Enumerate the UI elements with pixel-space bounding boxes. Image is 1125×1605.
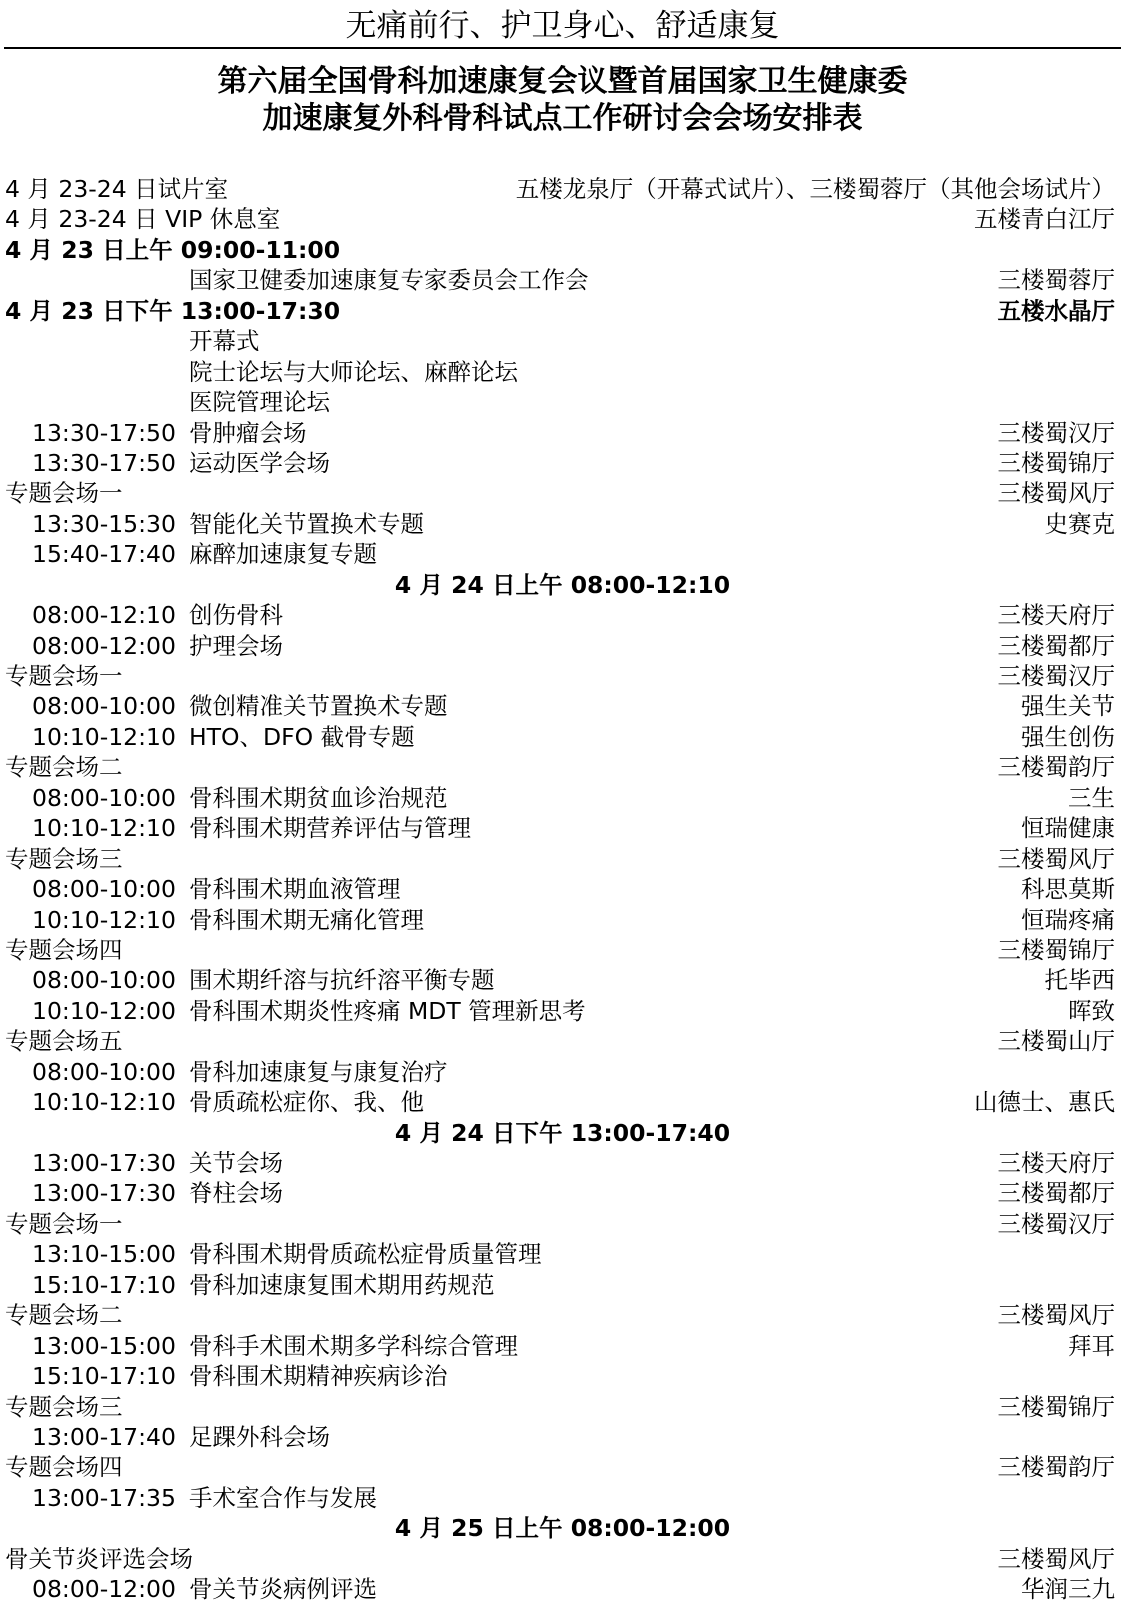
session-topic: 围术期纤溶与抗纤溶平衡专题 [189,966,495,995]
location: 三楼蜀锦厅 [997,1392,1115,1421]
session-row [0,418,1125,448]
time-block-label: 4 月 23 日下午 13:00-17:30 [5,296,341,325]
venue-name: 骨关节炎评选会场 [5,1544,193,1573]
session-time: 13:30-17:50 [32,448,176,477]
session-location-or-sponsor: 晖致 [1068,996,1115,1025]
day-header: 4 月 25 日上午 08:00-12:00 [394,1514,731,1543]
time-block-label: 4 月 23 日上午 09:00-11:00 [5,235,341,264]
location: 三楼蜀汉厅 [997,1209,1115,1238]
session-row [0,691,1125,721]
session-time: 08:00-10:00 [32,875,176,904]
session-row [0,509,1125,539]
venue-name: 专题会场一 [5,479,123,508]
session-topic: 护理会场 [189,631,283,660]
venue-row [0,1452,1125,1482]
venue-name: 专题会场三 [5,844,123,873]
session-topic: 运动医学会场 [189,448,330,477]
session-topic: 骨肿瘤会场 [189,418,307,447]
session-row [0,1483,1125,1513]
session-location-or-sponsor: 三楼蜀锦厅 [997,448,1115,477]
session-row [0,1178,1125,1208]
session-topic: 智能化关节置换术专题 [189,509,424,538]
session-time: 08:00-12:10 [32,601,176,630]
session-row [0,265,1125,295]
day-header-row [0,1513,1125,1543]
location: 三楼蜀山厅 [997,1027,1115,1056]
session-row [0,874,1125,904]
venue-name: 专题会场四 [5,1453,123,1482]
session-time: 15:40-17:40 [32,540,176,569]
session-row [0,783,1125,813]
location: 五楼青白江厅 [974,205,1115,234]
venue-row [0,1300,1125,1330]
session-time: 10:10-12:10 [32,905,176,934]
session-time: 10:10-12:10 [32,722,176,751]
venue-row [0,1209,1125,1239]
session-row [0,1057,1125,1087]
session-row [0,905,1125,935]
session-topic: HTO、DFO 截骨专题 [189,722,415,751]
session-topic: 骨科围术期精神疾病诊治 [189,1362,448,1391]
venue-row [0,752,1125,782]
info-row [0,174,1125,204]
location: 五楼水晶厅 [997,296,1115,325]
session-location-or-sponsor: 三楼蜀汉厅 [997,418,1115,447]
venue-name: 专题会场二 [5,753,123,782]
session-row [0,448,1125,478]
session-topic: 骨科围术期贫血诊治规范 [189,783,448,812]
venue-name: 专题会场三 [5,1392,123,1421]
session-topic: 脊柱会场 [189,1179,283,1208]
session-time: 13:10-15:00 [32,1240,176,1269]
session-time: 08:00-10:00 [32,1057,176,1086]
session-row [0,813,1125,843]
session-topic: 院士论坛与大师论坛、麻醉论坛 [189,357,518,386]
document-title-line-2: 加速康复外科骨科试点工作研讨会会场安排表 [262,101,863,136]
location: 三楼蜀汉厅 [997,662,1115,690]
venue-name: 专题会场一 [5,662,123,690]
info-label: 4 月 23-24 日 VIP 休息室 [5,205,281,234]
venue-row [0,478,1125,508]
session-topic: 骨科围术期血液管理 [189,875,401,904]
session-time: 10:10-12:10 [32,1088,176,1117]
venue-row [0,1026,1125,1056]
session-row [0,1148,1125,1178]
session-topic: 国家卫健委加速康复专家委员会工作会 [189,266,589,295]
location: 三楼蜀风厅 [997,479,1115,508]
session-topic: 骨科加速康复与康复治疗 [189,1057,448,1086]
session-topic: 手术室合作与发展 [189,1483,377,1512]
session-topic: 关节会场 [189,1149,283,1177]
session-row [0,965,1125,995]
time-block-row [0,296,1125,326]
session-topic: 骨科手术围术期多学科综合管理 [189,1331,518,1360]
location: 五楼龙泉厅（开幕式试片）、三楼蜀蓉厅（其他会场试片） [515,175,1115,203]
session-location-or-sponsor: 三楼蜀都厅 [997,1179,1115,1208]
venue-row [0,844,1125,874]
slogan: 无痛前行、护卫身心、舒适康复 [345,8,780,44]
session-location-or-sponsor: 三楼天府厅 [997,1149,1115,1177]
venue-name: 专题会场四 [5,935,123,964]
location: 三楼蜀风厅 [997,844,1115,873]
session-location-or-sponsor: 托毕西 [1044,966,1115,995]
session-time: 13:00-17:35 [32,1483,176,1512]
day-header-row [0,1118,1125,1148]
venue-row [0,935,1125,965]
session-location-or-sponsor: 山德士、惠氏 [974,1088,1115,1117]
session-row [0,1239,1125,1269]
session-location-or-sponsor: 三楼蜀蓉厅 [997,266,1115,295]
session-row [0,1270,1125,1300]
session-time: 15:10-17:10 [32,1362,176,1391]
session-row [0,600,1125,630]
session-time: 10:10-12:10 [32,814,176,843]
header-divider [4,47,1121,49]
session-row [0,1361,1125,1391]
session-time: 13:30-17:50 [32,418,176,447]
info-label: 4 月 23-24 日试片室 [5,175,229,203]
session-topic: 微创精准关节置换术专题 [189,692,448,721]
session-time: 13:00-17:30 [32,1179,176,1208]
session-location-or-sponsor: 拜耳 [1068,1331,1115,1360]
session-topic: 骨科围术期炎性疼痛 MDT 管理新思考 [189,996,586,1025]
session-location-or-sponsor: 华润三九 [1021,1575,1115,1604]
session-location-or-sponsor: 强生关节 [1021,692,1115,721]
session-time: 13:00-17:30 [32,1149,176,1177]
session-row [0,1422,1125,1452]
venue-row [0,661,1125,691]
session-location-or-sponsor: 三生 [1068,783,1115,812]
session-time: 08:00-10:00 [32,966,176,995]
session-time: 13:00-17:40 [32,1422,176,1451]
session-time: 08:00-10:00 [32,783,176,812]
session-topic: 骨科围术期营养评估与管理 [189,814,471,843]
session-row [0,1087,1125,1117]
day-header: 4 月 24 日下午 13:00-17:40 [394,1118,731,1147]
session-row [0,1331,1125,1361]
session-location-or-sponsor: 科思莫斯 [1021,875,1115,904]
session-location-or-sponsor: 三楼蜀都厅 [997,631,1115,660]
time-block-row [0,235,1125,265]
session-row [0,357,1125,387]
location: 三楼蜀风厅 [997,1544,1115,1573]
venue-row [0,1544,1125,1574]
session-location-or-sponsor: 恒瑞健康 [1021,814,1115,843]
venue-name: 专题会场二 [5,1301,123,1330]
session-location-or-sponsor: 恒瑞疼痛 [1021,905,1115,934]
session-row [0,631,1125,661]
session-time: 08:00-12:00 [32,1575,176,1604]
session-location-or-sponsor: 史赛克 [1044,509,1115,538]
location: 三楼蜀韵厅 [997,753,1115,782]
session-time: 15:10-17:10 [32,1270,176,1299]
session-topic: 骨科围术期骨质疏松症骨质量管理 [189,1240,542,1269]
location: 三楼蜀锦厅 [997,935,1115,964]
document-title-line-1: 第六届全国骨科加速康复会议暨首届国家卫生健康委 [217,64,908,99]
session-topic: 开幕式 [189,327,260,356]
session-row [0,996,1125,1026]
venue-name: 专题会场五 [5,1027,123,1056]
session-topic: 骨质疏松症你、我、他 [189,1088,424,1117]
session-topic: 麻醉加速康复专题 [189,540,377,569]
session-topic: 创伤骨科 [189,601,283,630]
info-row [0,204,1125,234]
session-topic: 骨科加速康复围术期用药规范 [189,1270,495,1299]
session-row [0,539,1125,569]
session-topic: 骨科围术期无痛化管理 [189,905,424,934]
session-location-or-sponsor: 三楼天府厅 [997,601,1115,630]
session-location-or-sponsor: 强生创伤 [1021,722,1115,751]
venue-name: 专题会场一 [5,1209,123,1238]
location: 三楼蜀风厅 [997,1301,1115,1330]
session-row [0,326,1125,356]
session-row [0,722,1125,752]
location: 三楼蜀韵厅 [997,1453,1115,1482]
session-time: 13:30-15:30 [32,509,176,538]
session-topic: 骨关节炎病例评选 [189,1575,377,1604]
schedule-table [0,174,1125,1605]
session-topic: 足踝外科会场 [189,1422,330,1451]
session-topic: 医院管理论坛 [189,388,330,417]
session-time: 08:00-10:00 [32,692,176,721]
session-time: 08:00-12:00 [32,631,176,660]
day-header: 4 月 24 日上午 08:00-12:10 [394,570,731,599]
venue-row [0,1392,1125,1422]
session-time: 10:10-12:00 [32,996,176,1025]
session-time: 13:00-15:00 [32,1331,176,1360]
day-header-row [0,570,1125,600]
session-row [0,387,1125,417]
